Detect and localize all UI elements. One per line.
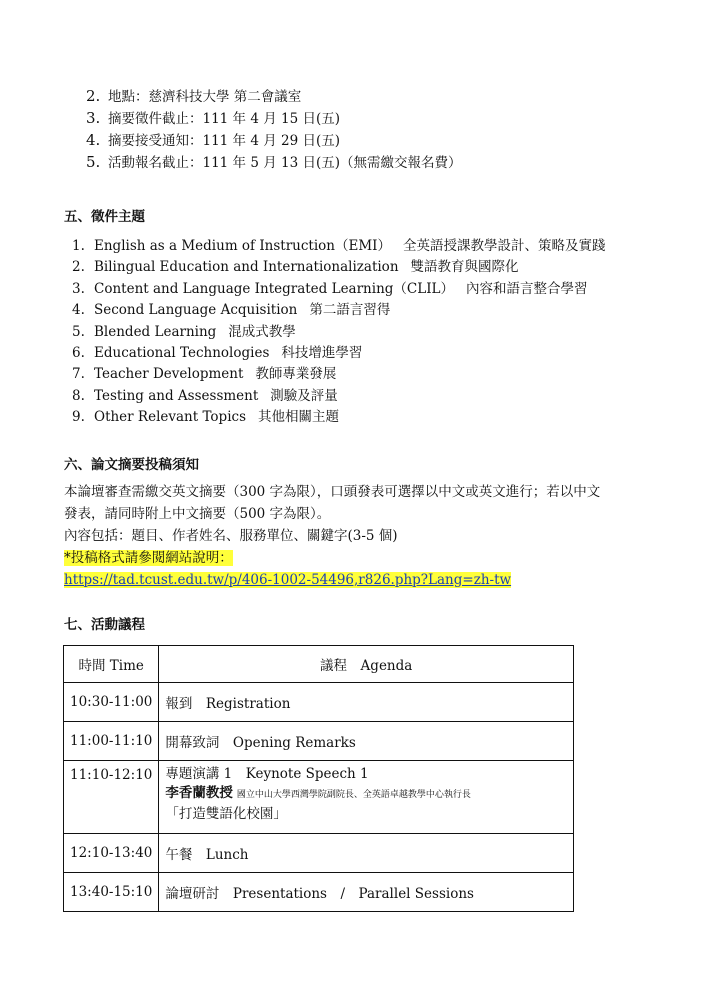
list-number: 6.: [72, 345, 85, 362]
list-number: 4.: [86, 131, 101, 149]
section-heading-submission: 六、論文摘要投稿須知: [64, 457, 199, 473]
list-item: [86, 130, 462, 152]
list-number: 4.: [72, 302, 85, 319]
list-number: 1.: [72, 238, 85, 254]
topic-zh: 全英語授課教學設計、策略及實踐: [403, 238, 606, 254]
agenda-time: 12:10-13:40: [64, 834, 159, 873]
list-item: [72, 300, 606, 321]
list-item: [72, 407, 606, 428]
topic-en: Content and Language Integrated Learning（CLIL）: [94, 280, 454, 297]
table-row: [64, 683, 574, 722]
topic-en: English as a Medium of Instruction（EMI）: [94, 238, 391, 254]
list-text: 地點：慈濟科技大學 第二會議室: [108, 89, 302, 105]
keynote-title: 專題演講 1 Keynote Speech 1: [165, 766, 369, 782]
date-list: [86, 86, 462, 174]
header-agenda: 議程 Agenda: [159, 646, 574, 683]
topic-zh: 教師專業發展: [255, 366, 337, 383]
header-time: 時間 Time: [64, 646, 159, 683]
list-item: [86, 152, 462, 174]
list-number: 2.: [86, 87, 101, 105]
topic-zh: 雙語教育與國際化: [410, 259, 519, 276]
agenda-item: 午餐 Lunch: [159, 834, 574, 873]
table-header-row: [64, 646, 574, 683]
agenda-item: 論壇研討 Presentations / Parallel Sessions: [159, 873, 574, 912]
list-number: 3.: [72, 280, 85, 297]
table-row: [64, 873, 574, 912]
paragraph-line: 本論壇審查需繳交英文摘要（300 字為限），口頭發表可選擇以中文或英文進行；若以中文: [64, 484, 601, 500]
topic-zh: 內容和語言整合學習: [466, 280, 588, 297]
speaker-affiliation: 國立中山大學西灣學院副院長、全英語卓越教學中心執行長: [236, 790, 471, 800]
agenda-item: 報到 Registration: [159, 683, 574, 722]
topic-zh: 測驗及評量: [270, 387, 338, 404]
topic-zh: 其他相關主題: [258, 409, 340, 426]
list-number: 8.: [72, 387, 85, 404]
topic-en: Teacher Development: [94, 366, 244, 383]
submission-instructions: [64, 481, 600, 591]
list-number: 7.: [72, 366, 85, 383]
agenda-time: 11:10-12:10: [64, 761, 159, 834]
table-row: [64, 722, 574, 761]
topic-en: Educational Technologies: [94, 345, 270, 362]
list-number: 5.: [86, 153, 101, 171]
table-row: [64, 761, 574, 834]
list-number: 2.: [72, 259, 85, 276]
topic-en: Other Relevant Topics: [94, 409, 247, 426]
list-text: 摘要接受通知：111 年 4 月 29 日(五): [108, 133, 341, 149]
paragraph-line: 發表，請同時附上中文摘要（500 字為限）。: [64, 506, 331, 522]
agenda-time: 13:40-15:10: [64, 873, 159, 912]
format-note: *投稿格式請參閱網站說明：: [64, 550, 233, 566]
list-item: [72, 236, 606, 257]
list-number: 3.: [86, 109, 101, 127]
keynote-talk-title: 「打造雙語化校園」: [165, 806, 287, 822]
agenda-item: 開幕致詞 Opening Remarks: [159, 722, 574, 761]
agenda-item-keynote: [159, 761, 574, 834]
list-text: 活動報名截止：111 年 5 月 13 日(五)（無需繳交報名費）: [108, 155, 462, 171]
topic-en: Testing and Assessment: [94, 387, 259, 404]
list-item: [72, 257, 606, 278]
topic-zh: 第二語言習得: [309, 302, 391, 319]
list-item: [72, 364, 606, 385]
list-item: [72, 322, 606, 343]
list-number: 9.: [72, 409, 85, 426]
topic-zh: 混成式教學: [228, 323, 296, 340]
list-text: 摘要徵件截止：111 年 4 月 15 日(五): [108, 111, 341, 127]
list-item: [72, 343, 606, 364]
list-item: [72, 386, 606, 407]
agenda-time: 11:00-11:10: [64, 722, 159, 761]
topic-list: [72, 236, 606, 429]
section-heading-topics: 五、徵件主題: [64, 209, 145, 225]
list-item: [86, 108, 462, 130]
section-heading-agenda: 七、活動議程: [64, 617, 145, 633]
topic-en: Second Language Acquisition: [94, 302, 298, 319]
topic-en: Bilingual Education and Internationalization: [94, 259, 399, 276]
agenda-time: 10:30-11:00: [64, 683, 159, 722]
agenda-table: [63, 645, 574, 912]
guidelines-link[interactable]: https://tad.tcust.edu.tw/p/406-1002-54496,r826.php?Lang=zh-tw: [64, 572, 512, 588]
list-item: [72, 279, 606, 300]
speaker-name: 李香蘭教授: [165, 785, 233, 801]
topic-zh: 科技增進學習: [281, 345, 363, 362]
topic-en: Blended Learning: [94, 323, 217, 340]
paragraph-line: 內容包括：題目、作者姓名、服務單位、關鍵字(3-5 個): [64, 528, 398, 544]
table-row: [64, 834, 574, 873]
list-number: 5.: [72, 323, 85, 340]
list-item: [86, 86, 462, 108]
